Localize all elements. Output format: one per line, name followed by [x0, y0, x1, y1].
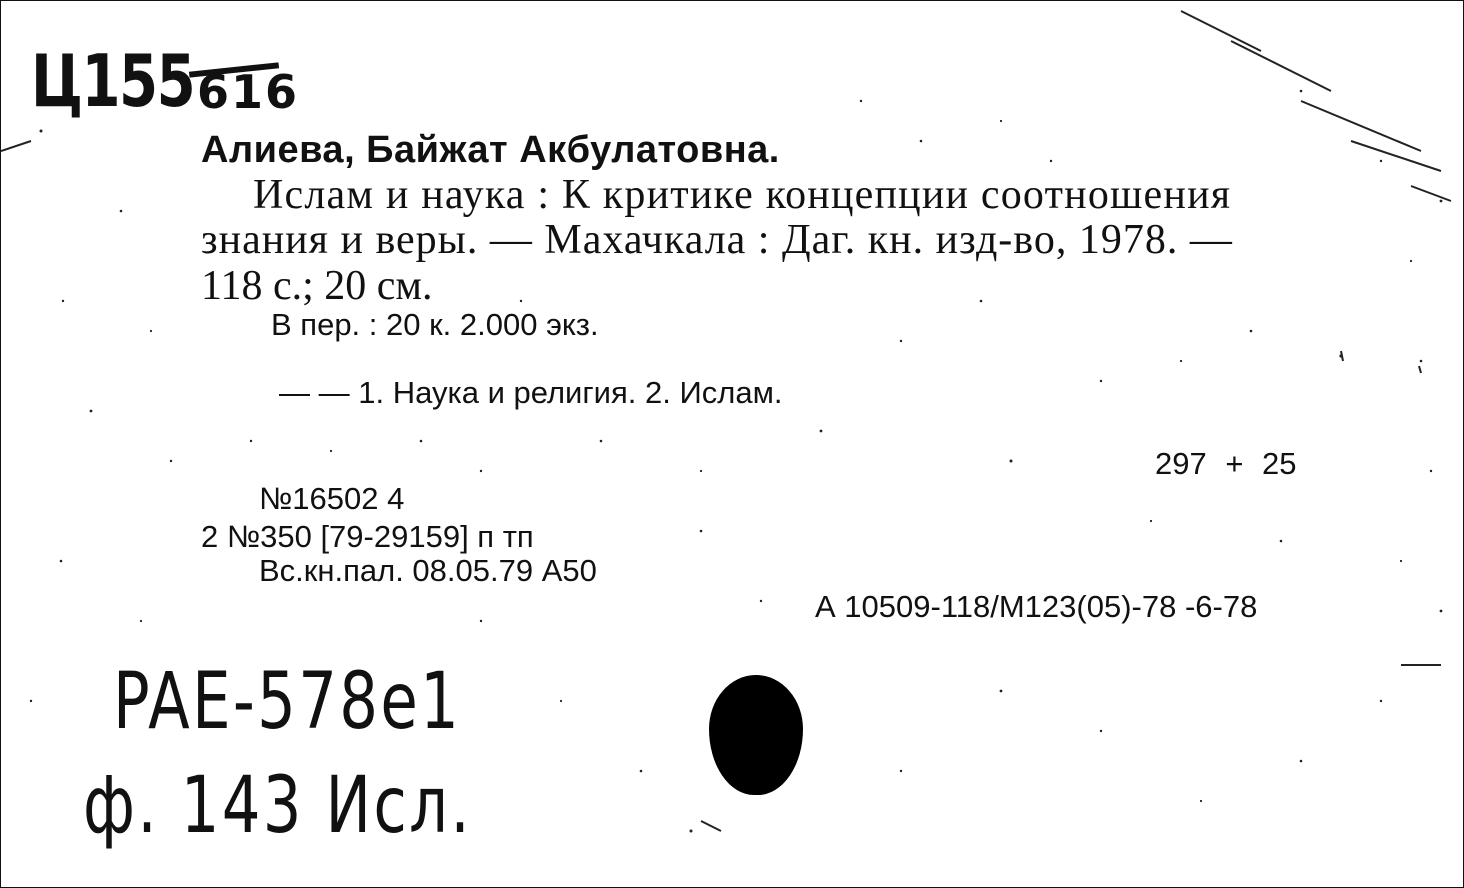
record-number: №16502 4 [259, 481, 405, 516]
publisher-code: А 10509-118/М123(05)-78 -6-78 [815, 589, 1258, 624]
handwritten-shelf-mark: PAE-578e1 [113, 657, 462, 747]
author-heading: Алиева, Байжат Акбулатовна. [201, 129, 780, 171]
classification-index: 297 + 25 [1155, 446, 1297, 481]
handwritten-call-number-sub: 616 [197, 65, 300, 119]
handwritten-fund-mark: ф. 143 Иcл. [83, 761, 473, 851]
book-chamber-line: Вс.кн.пал. 08.05.79 А50 [259, 553, 597, 588]
title-line-1: Ислам и наука : К критике концепции соотношения [253, 172, 1232, 218]
subject-headings: — — 1. Наука и религия. 2. Ислам. [279, 375, 783, 410]
registration-line: 2 №350 [79-29159] п тп [201, 519, 534, 554]
title-line-3: 118 с.; 20 см. [201, 263, 433, 309]
title-line-2: знания и веры. — Махачкала : Даг. кн. изд-во, 1978. — [201, 217, 1233, 263]
price-and-print-run: В пер. : 20 к. 2.000 экз. [271, 307, 599, 342]
handwritten-call-number: Ц155 [31, 39, 195, 123]
